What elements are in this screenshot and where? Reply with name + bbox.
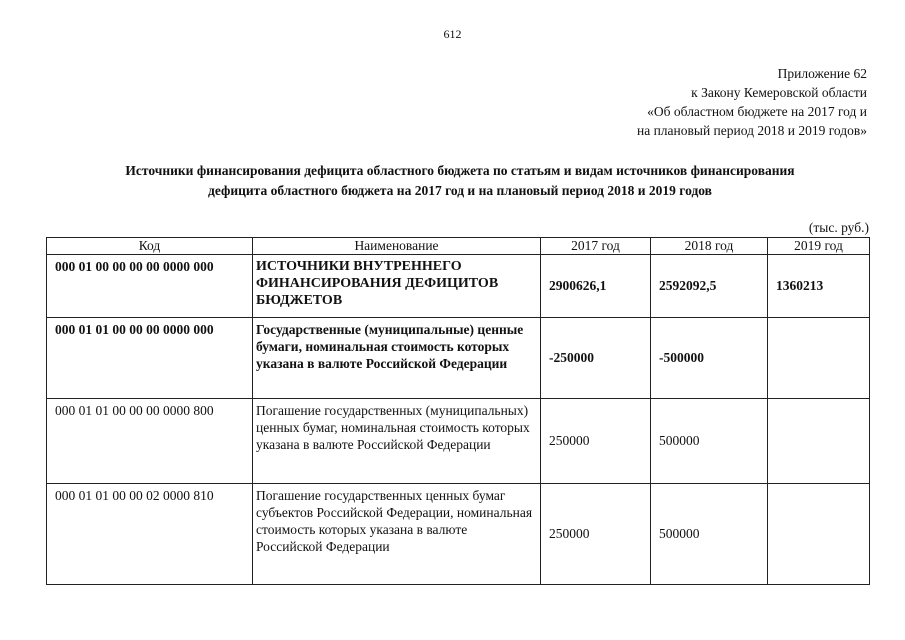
units-label: (тыс. руб.) — [808, 220, 869, 235]
cell-2019: 1360213 — [768, 255, 870, 318]
cell-code: 000 01 00 00 00 00 0000 000 — [47, 255, 253, 318]
cell-name: Погашение государственных (муниципальных) ценных бумаг, номинальная стоимость которых указана в валюте Российской Федерации — [253, 399, 541, 484]
cell-code: 000 01 01 00 00 00 0000 800 — [47, 399, 253, 484]
appendix-line: «Об областном бюджете на 2017 год и — [647, 104, 867, 119]
table-row — [47, 255, 870, 318]
header-2018: 2018 год — [651, 238, 768, 255]
cell-2018: 500000 — [651, 399, 768, 484]
cell-2019 — [768, 484, 870, 585]
cell-name: Государственные (муниципальные) ценные бумаги, номинальная стоимость которых указана в валюте Российской Федерации — [253, 318, 541, 399]
header-2017: 2017 год — [541, 238, 651, 255]
cell-name: Погашение государственных ценных бумаг субъектов Российской Федерации, номинальная стоимость которых указана в валюте Российской Федерации — [253, 484, 541, 585]
document-title — [40, 161, 880, 201]
page-number: 612 — [443, 27, 462, 41]
budget-sources-table — [46, 237, 870, 585]
cell-2017: 250000 — [541, 484, 651, 585]
title-line: Источники финансирования дефицита областного бюджета по статьям и видам источников финансирования — [125, 163, 795, 178]
appendix-line: Приложение 62 — [777, 66, 867, 81]
cell-code: 000 01 01 00 00 02 0000 810 — [47, 484, 253, 585]
cell-2018: 2592092,5 — [651, 255, 768, 318]
cell-2018: -500000 — [651, 318, 768, 399]
cell-2017: 250000 — [541, 399, 651, 484]
cell-2017: -250000 — [541, 318, 651, 399]
header-name: Наименование — [253, 238, 541, 255]
header-2019: 2019 год — [768, 238, 870, 255]
table-row — [47, 399, 870, 484]
cell-2018: 500000 — [651, 484, 768, 585]
cell-code: 000 01 01 00 00 00 0000 000 — [47, 318, 253, 399]
appendix-line: к Закону Кемеровской области — [691, 85, 867, 100]
header-code: Код — [47, 238, 253, 255]
table-header-row — [47, 238, 870, 255]
cell-2019 — [768, 399, 870, 484]
table-row — [47, 318, 870, 399]
appendix-line: на плановый период 2018 и 2019 годов» — [636, 123, 867, 138]
table-row — [47, 484, 870, 585]
cell-name: ИСТОЧНИКИ ВНУТРЕННЕГО ФИНАНСИРОВАНИЯ ДЕФИЦИТОВ БЮДЖЕТОВ — [253, 255, 541, 318]
title-line: дефицита областного бюджета на 2017 год и на плановый период 2018 и 2019 годов — [208, 183, 712, 198]
appendix-reference — [637, 64, 867, 140]
cell-2019 — [768, 318, 870, 399]
cell-2017: 2900626,1 — [541, 255, 651, 318]
